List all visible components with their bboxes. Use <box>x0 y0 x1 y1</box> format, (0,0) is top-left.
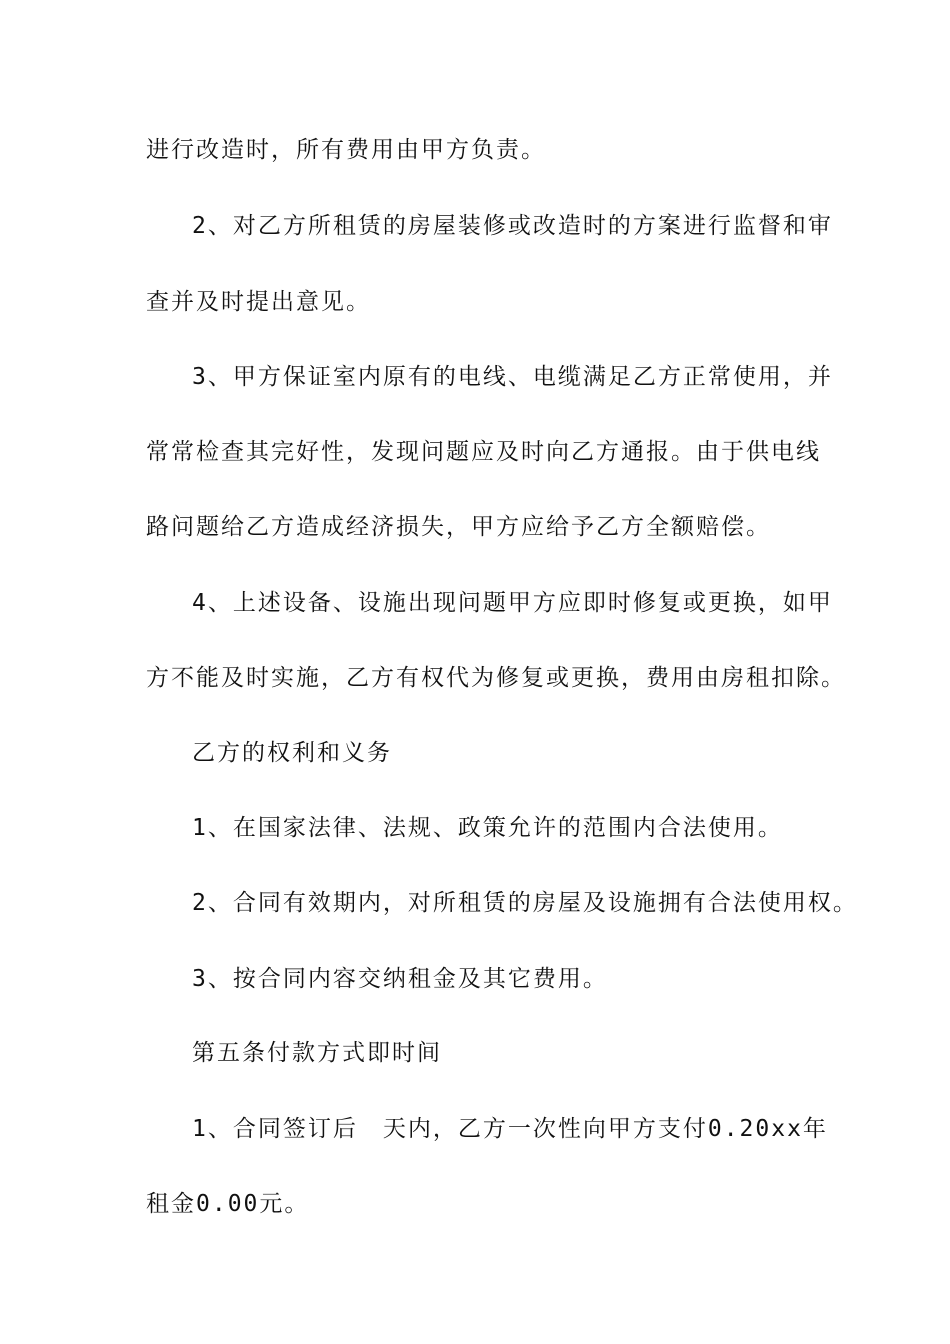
text-line-10: 1、在国家法律、法规、政策允许的范围内合法使用。 <box>192 815 783 841</box>
text-line-6: 路问题给乙方造成经济损失，甲方应给予乙方全额赔偿。 <box>146 514 771 540</box>
text-line-7: 4、上述设备、设施出现问题甲方应即时修复或更换，如甲 <box>192 590 833 616</box>
text-line-12: 3、按合同内容交纳租金及其它费用。 <box>192 966 608 992</box>
text-line-1: 进行改造时，所有费用由甲方负责。 <box>146 137 546 163</box>
text-line-4: 3、甲方保证室内原有的电线、电缆满足乙方正常使用，并 <box>192 364 833 390</box>
text-line-15: 租金0.00元。 <box>146 1191 310 1217</box>
text-line-8: 方不能及时实施，乙方有权代为修复或更换，费用由房租扣除。 <box>146 665 846 691</box>
text-line-14: 1、合同签订后 天内，乙方一次性向甲方支付0.20xx年 <box>192 1116 828 1142</box>
text-line-2: 2、对乙方所租赁的房屋装修或改造时的方案进行监督和审 <box>192 213 833 239</box>
section-heading-article-5: 第五条付款方式即时间 <box>192 1040 442 1066</box>
text-line-3: 查并及时提出意见。 <box>146 289 371 315</box>
section-heading-tenant-rights: 乙方的权利和义务 <box>192 740 392 766</box>
text-line-5: 常常检查其完好性，发现问题应及时向乙方通报。由于供电线 <box>146 439 821 465</box>
text-line-11: 2、合同有效期内，对所租赁的房屋及设施拥有合法使用权。 <box>192 890 858 916</box>
